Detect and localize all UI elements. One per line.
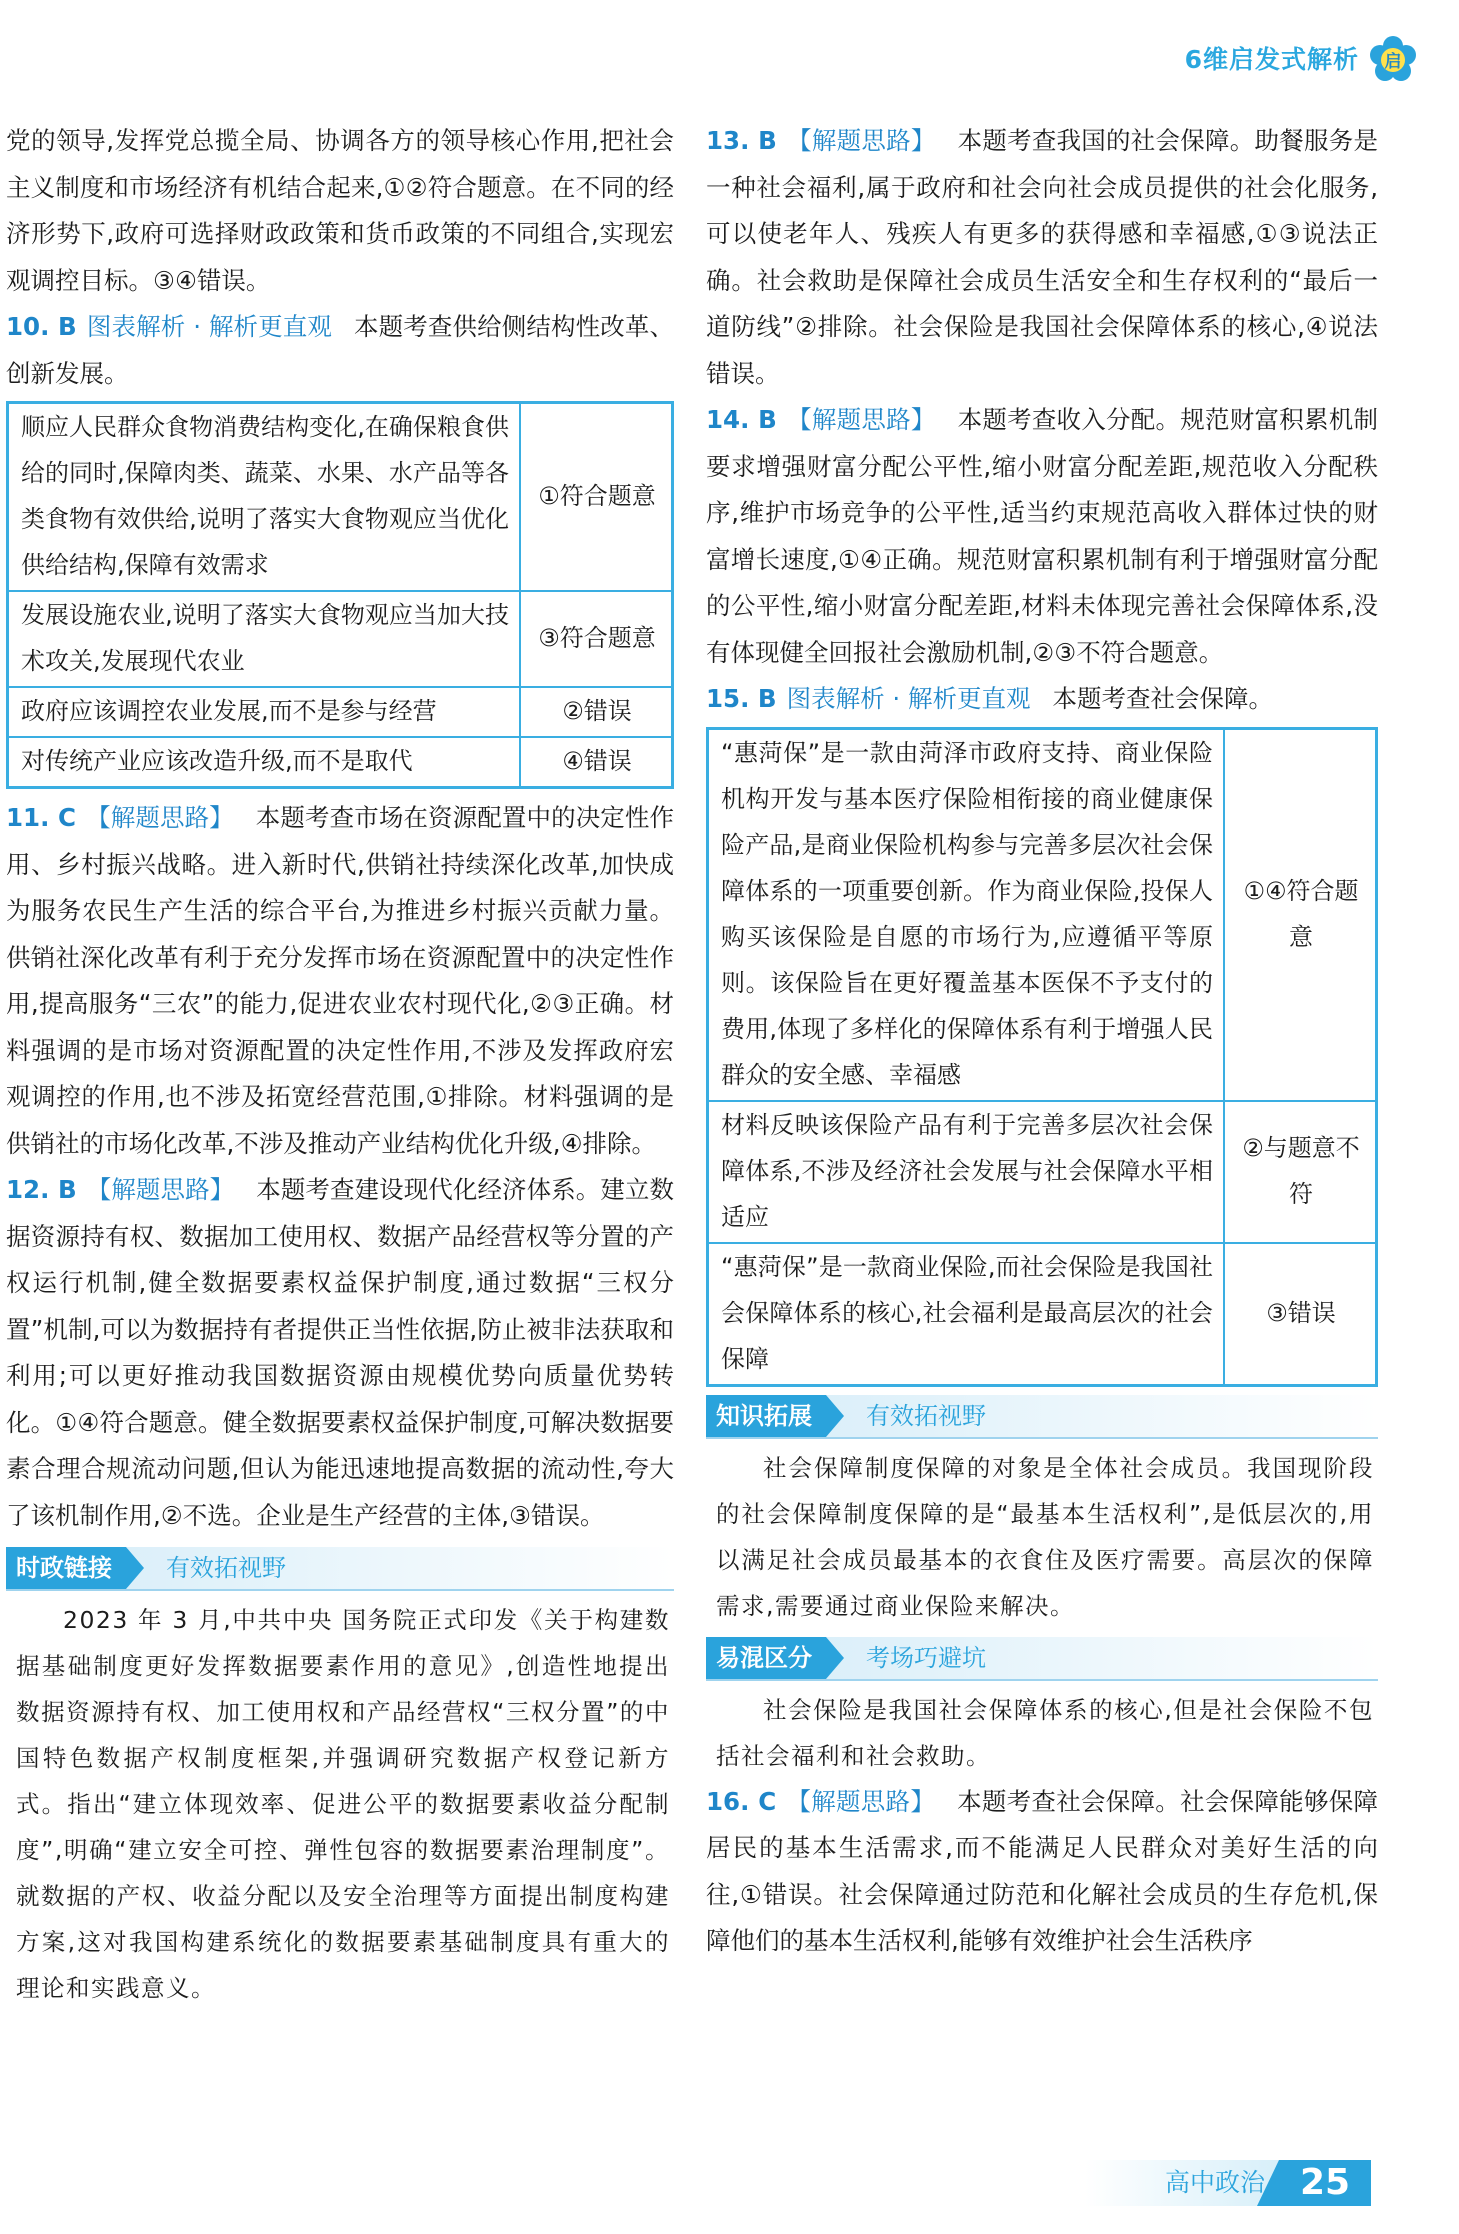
- question-14: [706, 397, 1378, 676]
- question-text: 本题考查社会保障。: [1052, 684, 1273, 713]
- row-result: ①④符合题意: [1224, 728, 1377, 1101]
- question-text: 本题考查建设现代化经济体系。建立数据资源持有权、数据加工使用权、数据产品经营权等分置的产权运行机制,健全数据要素权益保护制度,通过数据“三权分置”机制,可以为数据持有者提供正当性依据,防止被非法获取和利用;可以更好推动我国数据资源由规模优势向质量优势转化。①④符合题意。健全数据要素权益保护制度,可解决数据要素合理合规流动问题,但认为能迅速地提高数据的流动性,夸大了该机制作用,②不选。企业是生产经营的主体,③错误。: [6, 1175, 675, 1530]
- confusion-distinction-note: 社会保险是我国社会保障体系的核心,但是社会保险不包括社会福利和社会救助。: [716, 1695, 1374, 1770]
- question-15: [706, 676, 1378, 723]
- confusion-distinction-banner: [706, 1637, 1378, 1681]
- banner-title: 知识拓展: [706, 1395, 826, 1437]
- analysis-table-10: [6, 401, 674, 789]
- question-11: [6, 795, 674, 1167]
- section-tag: 【解题思路】: [786, 126, 936, 155]
- analysis-table-15: [706, 727, 1378, 1387]
- question-number: 10. B: [6, 312, 77, 341]
- question-text: 本题考查供给侧结构性改革、创新发展。: [6, 312, 674, 388]
- row-content: “惠菏保”是一款由菏泽市政府支持、商业保险机构开发与基本医疗保险相衔接的商业健康保险产品,是商业保险机构参与完善多层次社会保障体系的一项重要创新。作为商业保险,投保人购买该保险是自愿的市场行为,应遵循平等原则。该保险旨在更好覆盖基本医保不予支付的费用,体现了多样化的保障体系有利于增强人民群众的安全感、幸福感: [708, 728, 1225, 1101]
- banner-subtitle: 有效拓视野: [166, 1554, 286, 1582]
- knowledge-extension-banner: [706, 1395, 1378, 1439]
- knowledge-extension-note: 社会保障制度保障的对象是全体社会成员。我国现阶段的社会保障制度保障的是“最基本生活权利”,是低层次的,用以满足社会成员最基本的衣食住及医疗需要。高层次的保障需求,需要通过商业保险来解决。: [716, 1453, 1374, 1620]
- question-text: 本题考查市场在资源配置中的决定性作用、乡村振兴战略。进入新时代,供销社持续深化改革,加快成为服务农民生产生活的综合平台,为推进乡村振兴贡献力量。供销社深化改革有利于充分发挥市场在资源配置中的决定性作用,提高服务“三农”的能力,促进农业农村现代化,②③正确。材料强调的是市场对资源配置的决定性作用,不涉及发挥政府宏观调控的作用,也不涉及拓宽经营范围,①排除。材料强调的是供销社的市场化改革,不涉及推动产业结构优化升级,④排除。: [6, 803, 675, 1158]
- row-content: 政府应该调控农业发展,而不是参与经营: [8, 687, 521, 737]
- row-content: “惠菏保”是一款商业保险,而社会保险是我国社会保障体系的核心,社会福利是最高层次的社会保障: [708, 1243, 1225, 1386]
- question-number: 14. B: [706, 405, 777, 434]
- table-row: [8, 687, 673, 737]
- intro-paragraph: 党的领导,发挥党总揽全局、协调各方的领导核心作用,把社会主义制度和市场经济有机结合起来,①②符合题意。在不同的经济形势下,政府可选择财政政策和货币政策的不同组合,实现宏观调控目标。③④错误。: [6, 126, 674, 295]
- row-content: 材料反映该保险产品有利于完善多层次社会保障体系,不涉及经济社会发展与社会保障水平相适应: [708, 1101, 1225, 1243]
- table-row: [708, 1101, 1377, 1243]
- question-16: [706, 1779, 1378, 1965]
- question-10: [6, 304, 674, 397]
- row-result: ②错误: [520, 687, 673, 737]
- section-tag: 【解题思路】: [786, 405, 936, 434]
- section-tag: 【解题思路】: [786, 1786, 936, 1816]
- row-result: ②与题意不符: [1224, 1101, 1377, 1243]
- banner-title: 时政链接: [6, 1547, 126, 1589]
- logo-text: 启: [1384, 52, 1402, 72]
- section-tag: 【解题思路】: [86, 1175, 235, 1204]
- row-result: ①符合题意: [520, 403, 673, 592]
- question-text: 本题考查社会保障。社会保障能够保障居民的基本生活需求,而不能满足人民群众对美好生活的向往,①错误。社会保障通过防范和化解社会成员的生存危机,保障他们的基本生活权利,能够有效维护社会生活秩序: [706, 1786, 1378, 1955]
- question-number: 13. B: [706, 126, 777, 155]
- page-number: 25: [1279, 2160, 1371, 2206]
- question-number: 11. C: [6, 803, 77, 832]
- row-result: ③错误: [1224, 1243, 1377, 1386]
- row-content: 顺应人民群众食物消费结构变化,在确保粮食供给的同时,保障肉类、蔬菜、水果、水产品等各类食物有效供给,说明了落实大食物观应当优化供给结构,保障有效需求: [8, 403, 521, 592]
- banner-subtitle: 考场巧避坑: [866, 1643, 986, 1672]
- row-result: ④错误: [520, 737, 673, 788]
- question-number: 12. B: [6, 1175, 77, 1204]
- right-column: [706, 118, 1378, 1965]
- question-text: 本题考查我国的社会保障。助餐服务是一种社会福利,属于政府和社会向社会成员提供的社会化服务,可以使老年人、残疾人有更多的获得感和幸福感,①③说法正确。社会救助是保障社会成员生活安全和生存权利的“最后一道防线”②排除。社会保险是我国社会保障体系的核心,④说法错误。: [706, 126, 1379, 388]
- current-affairs-note: 2023 年 3 月,中共中央 国务院正式印发《关于构建数据基础制度更好发挥数据要素作用的意见》,创造性地提出数据资源持有权、加工使用权和产品经营权“三权分置”的中国特色数据产权制度框架,并强调研究数据产权登记新方式。指出“建立体现效率、促进公平的数据要素收益分配制度”,明确“建立安全可控、弹性包容的数据要素治理制度”。就数据的产权、收益分配以及安全治理等方面提出制度构建方案,这对我国构建系统化的数据要素基础制度具有重大的理论和实践意义。: [16, 1606, 670, 2002]
- table-row: [708, 728, 1377, 1101]
- table-row: [708, 1243, 1377, 1386]
- question-text: 本题考查收入分配。规范财富积累机制要求增强财富分配公平性,缩小财富分配差距,规范收入分配秩序,维护市场竞争的公平性,适当约束规范高收入群体过快的财富增长速度,①④正确。规范财富积累机制有利于增强财富分配的公平性,缩小财富分配差距,材料未体现完善社会保障体系,没有体现健全回报社会激励机制,②③不符合题意。: [706, 405, 1379, 667]
- question-number: 16. C: [706, 1786, 777, 1816]
- row-result: ③符合题意: [520, 591, 673, 687]
- table-row: [8, 737, 673, 788]
- left-column: [6, 118, 674, 2011]
- section-tag: 【解题思路】: [86, 803, 234, 832]
- question-13: [706, 118, 1378, 397]
- banner-title: 易混区分: [706, 1637, 826, 1679]
- section-tag: 图表解析 · 解析更直观: [786, 684, 1031, 713]
- section-tag: 图表解析 · 解析更直观: [86, 312, 333, 341]
- footer-subject: 高中政治: [1085, 2160, 1279, 2206]
- banner-subtitle: 有效拓视野: [866, 1401, 986, 1430]
- question-number: 15. B: [706, 684, 777, 713]
- row-content: 对传统产业应该改造升级,而不是取代: [8, 737, 521, 788]
- table-row: [8, 591, 673, 687]
- header-brand: 6维启发式解析: [1184, 45, 1359, 74]
- row-content: 发展设施农业,说明了落实大食物观应当加大技术攻关,发展现代农业: [8, 591, 521, 687]
- current-affairs-banner: [6, 1547, 674, 1591]
- flower-logo-icon: [1367, 34, 1419, 86]
- table-row: [8, 403, 673, 592]
- question-12: [6, 1167, 674, 1539]
